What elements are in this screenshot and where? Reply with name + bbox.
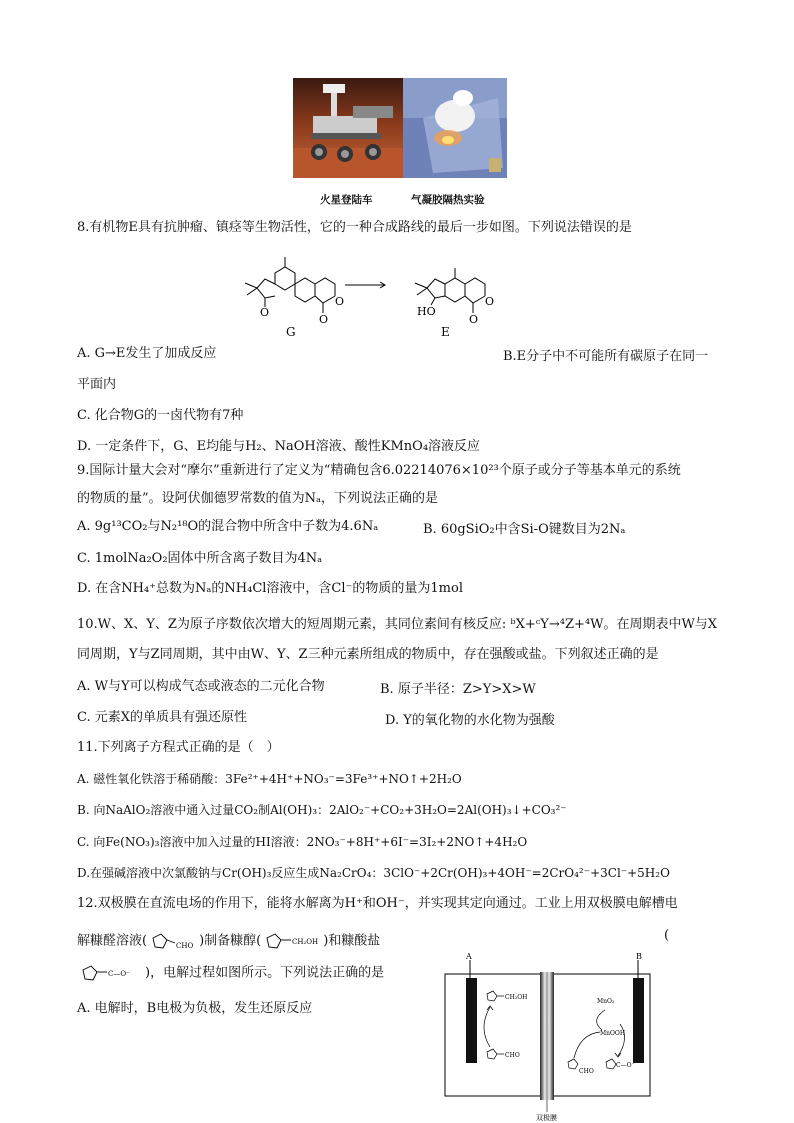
furoate-structure	[77, 962, 145, 984]
aerogel-experiment-photo	[403, 78, 507, 178]
diagram-mnooh: MnOOH	[600, 1030, 626, 1037]
diagram-ch2oh: CH₂OH	[505, 994, 528, 1001]
e-carbonyl-oxygen: O	[469, 313, 479, 326]
q10-option-c: C. 元素X的单质具有强还原性	[77, 710, 248, 725]
q10-option-d: D. Y的氧化物的水化物为强酸	[385, 713, 555, 728]
q11-option-d: D.在强碱溶液中次氯酸钠与Cr(OH)₃反应生成Na₂CrO₄：3ClO⁻+2Cr(OH)₃+4OH⁻=2CrO₄²⁻+3Cl⁻+5H₂O	[77, 866, 670, 880]
q10-stem-line2: 同周期，Y与Z同周期，其中由W、Y、Z三种元素所组成的物质中，存在强酸或盐。下列叙述正确的是	[77, 647, 659, 662]
electrode-b-label: B	[636, 952, 642, 961]
q8-stem: 8.有机物E具有抗肿瘤、镇痉等生物活性，它的一种合成路线的最后一步如图。下列说法错误的是	[77, 220, 632, 235]
q12-stem-part-d: )，电解过程如图所示。下列说法正确的是	[145, 965, 385, 981]
q9-option-b: B. 60gSiO₂中含Si-O键数目为2Nₐ	[423, 522, 626, 537]
q9-option-d: D. 在含NH₄⁺总数为Nₐ的NH₄Cl溶液中，含Cl⁻的物质的量为1mol	[77, 581, 463, 596]
e-ring-oxygen: O	[485, 295, 495, 308]
diagram-mno2: MnO₂	[597, 998, 615, 1005]
diagram-cho-right: CHO	[579, 1068, 594, 1075]
furfuryl-alcohol-structure	[261, 930, 323, 952]
electrolysis-diagram	[440, 950, 670, 1123]
electrode-a-label: A	[466, 952, 472, 961]
cho-label: CHO	[176, 942, 194, 950]
ch2oh-label: CH₂OH	[292, 938, 319, 946]
q9-option-c: C. 1molNa₂O₂固体中所含离子数目为4Nₐ	[77, 551, 323, 566]
q8-option-a: A. G→E发生了加成反应	[77, 346, 217, 361]
q12-stem-part-b: )制备糠醇(	[199, 933, 262, 949]
q11-stem: 11.下列离子方程式正确的是（ ）	[77, 740, 280, 755]
bipolar-membrane	[540, 972, 554, 1100]
q12-stem-part-a: 解糠醛溶液(	[77, 933, 148, 949]
electrode-b	[633, 978, 644, 1063]
q8-reaction-scheme	[235, 243, 575, 338]
g-ketone-oxygen: O	[260, 306, 270, 319]
coo-label: C—O⁻	[108, 970, 130, 978]
diagram-cho-left: CHO	[505, 1052, 520, 1059]
q12-option-a: A. 电解时，B电极为负极，发生还原反应	[77, 1001, 313, 1016]
diagram-coo: C—O⁻	[616, 1062, 635, 1069]
q10-option-b: B. 原子半径：Z>Y>X>W	[380, 682, 536, 697]
q12-stem-line1: 12.双极膜在直流电场的作用下，能将水解离为H⁺和OH⁻，并实现其定向通过。工业上用双极膜电解槽电	[77, 896, 678, 911]
label-e: E	[441, 325, 450, 338]
q9-stem-line2: 的物质的量”。设阿伏伽德罗常数的值为Nₐ，下列说法正确的是	[77, 491, 439, 506]
caption-aerogel: 气凝胶隔热实验	[411, 194, 485, 206]
g-ring-oxygen: O	[335, 295, 345, 308]
q11-option-b: B. 向NaAlO₂溶液中通入过量CO₂制Al(OH)₃：2AlO₂⁻+CO₂+3H₂O=2Al(OH)₃↓+CO₃²⁻	[77, 803, 567, 817]
electrode-a	[466, 978, 477, 1063]
q12-open-paren: (	[664, 928, 670, 943]
g-carbonyl-oxygen: O	[319, 313, 329, 326]
q8-option-b-continued: 平面内	[77, 377, 117, 392]
q10-stem-line1: 10.W、X、Y、Z为原子序数依次增大的短周期元素，其同位素间有核反应: ᵇX+ᶜY→⁴Z+⁴W。在周期表中W与X	[77, 617, 718, 632]
q11-option-c: C. 向Fe(NO₃)₃溶液中加入过量的HI溶液：2NO₃⁻+8H⁺+6I⁻=3I₂+2NO↑+4H₂O	[77, 835, 528, 849]
q12-stem-line3	[77, 962, 384, 984]
q10-option-a: A. W与Y可以构成气态或液态的二元化合物	[77, 679, 325, 694]
q8-option-b: B.E分子中不可能所有碳原子在同一	[503, 349, 709, 364]
q12-stem-line2	[77, 930, 380, 952]
label-g: G	[286, 325, 296, 338]
q9-stem-line1: 9.国际计量大会对“摩尔”重新进行了定义为“精确包含6.02214076×10²³个原子或分子等基本单元的系统	[77, 463, 681, 478]
caption-mars-rover: 火星登陆车	[320, 194, 373, 206]
mars-rover-photo	[293, 78, 403, 178]
q8-option-c: C. 化合物G的一卤代物有7种	[77, 408, 244, 423]
q11-option-a: A. 磁性氧化铁溶于稀硝酸：3Fe²⁺+4H⁺+NO₃⁻=3Fe³⁺+NO↑+2H₂O	[77, 772, 462, 786]
q8-option-d: D. 一定条件下，G、E均能与H₂、NaOH溶液、酸性KMnO₄溶液反应	[77, 439, 481, 454]
q9-option-a: A. 9g¹³CO₂与N₂¹⁸O的混合物中所含中子数为4.6Nₐ	[77, 519, 379, 534]
furfural-structure	[147, 930, 199, 952]
q12-stem-part-c: )和糠酸盐	[323, 933, 381, 949]
membrane-label: 双极膜	[536, 1114, 557, 1122]
e-hydroxyl: HO	[417, 305, 436, 318]
